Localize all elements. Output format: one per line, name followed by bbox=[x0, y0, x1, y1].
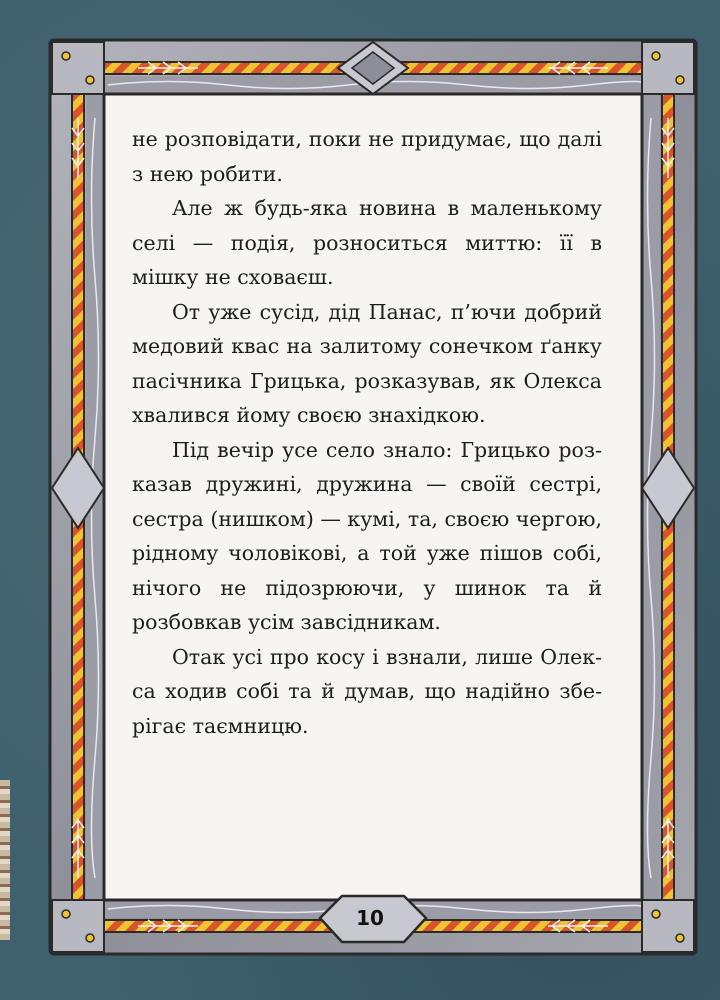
story-text bbox=[132, 122, 602, 862]
paragraph-3: От уже сусід, дід Панас, п’ючи добрий медовий квас на залитому сонечком ґанку пасічника Грицька, розказував, як Олекса хвалився йому своєю знахідкою. bbox=[132, 299, 602, 427]
paragraph-2: Але ж будь-яка новина в маленькому селі — подія, розноситься миттю: її в мішку не сховаєш. bbox=[132, 196, 602, 289]
page-number: 10 bbox=[356, 906, 384, 930]
paragraph-4: Під вечір усе село знало: Грицько розказав дружині, дружина — своїй сестрі, сестра (нишком) — кумі, та, своєю чергою, рідному чоловікові, а той уже пішов собі, нічого не підозрюючи, у шинок та й розбовкав усім завсідникам. bbox=[132, 437, 602, 634]
adjacent-page-edge bbox=[0, 780, 10, 940]
paragraph-1: не розповідати, поки не придумає, що далі з нею робити. bbox=[132, 127, 602, 186]
paragraph-5: Отак усі про косу і взнали, лише Олекса ходив собі та й думав, що надійно зберігає таємницю. bbox=[132, 644, 602, 738]
